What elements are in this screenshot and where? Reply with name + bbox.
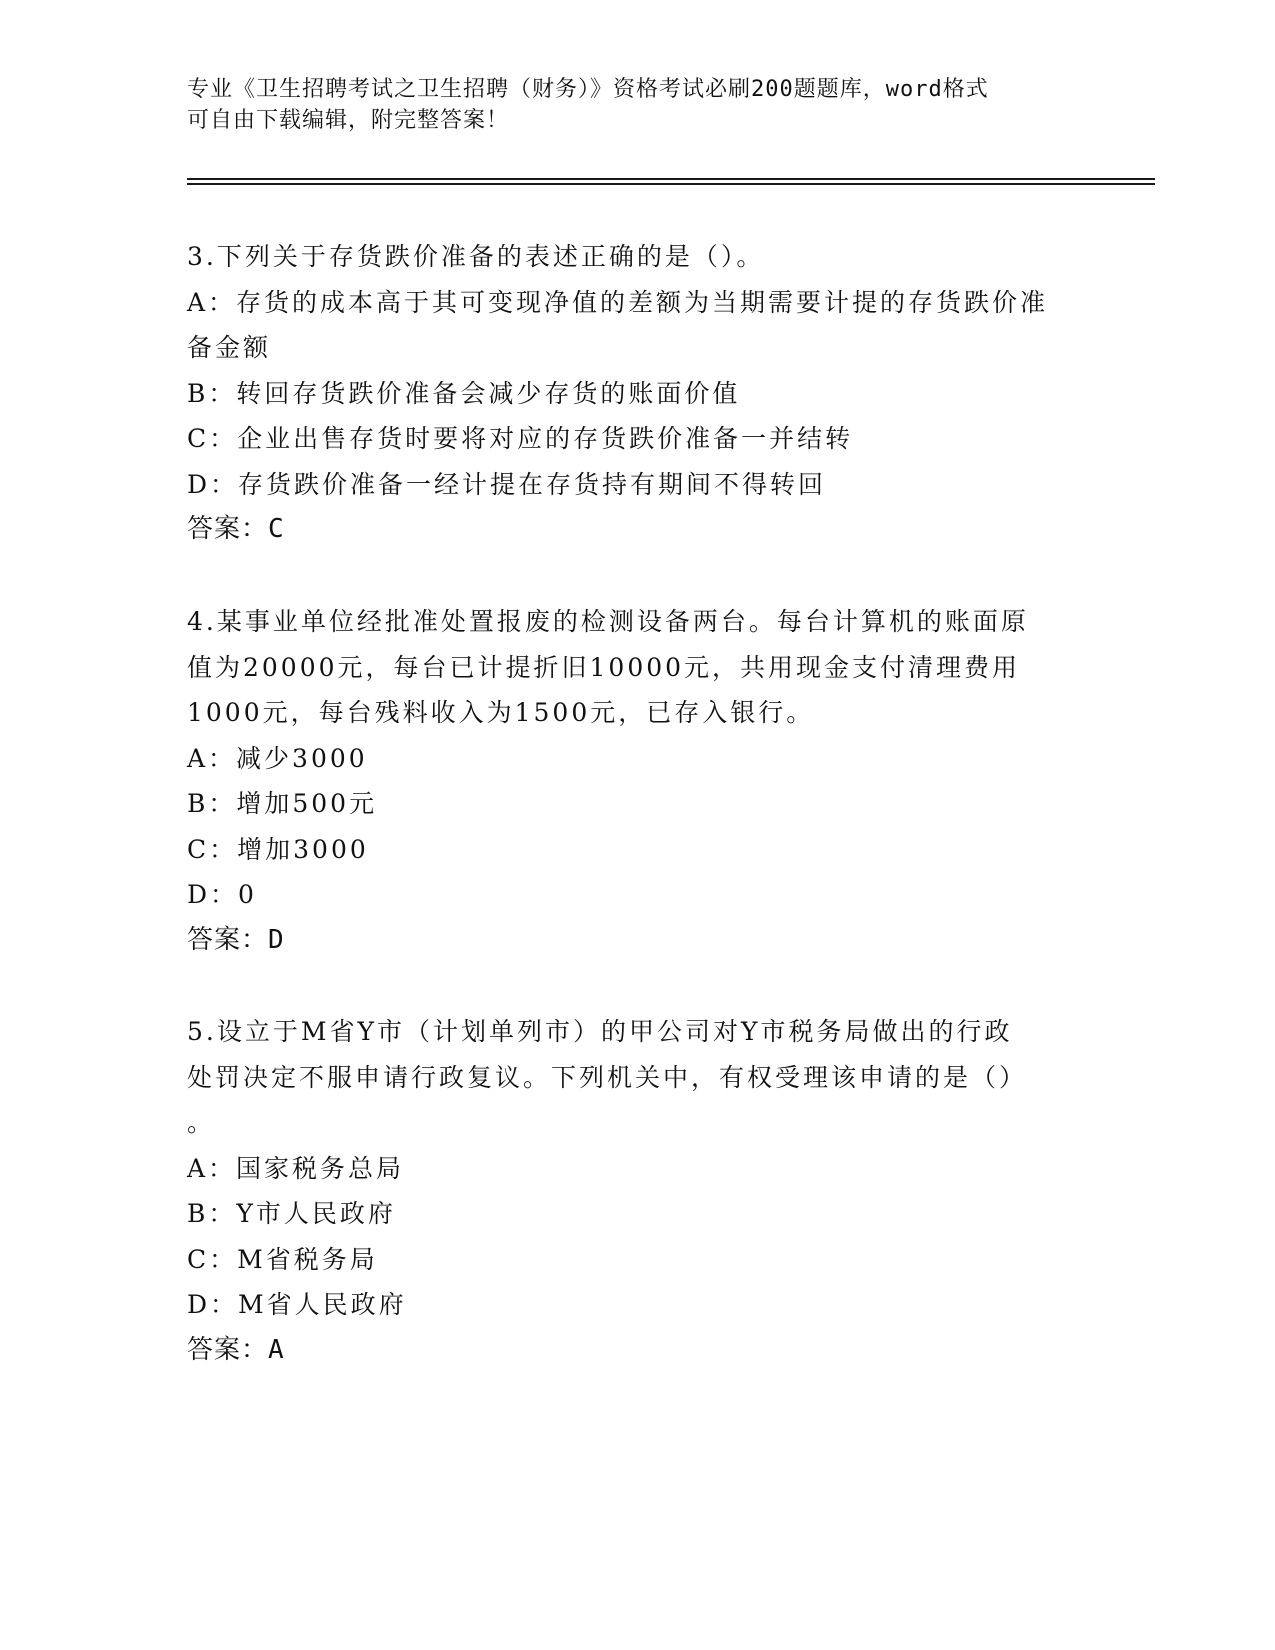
header-divider xyxy=(187,178,1155,180)
option-b: B：转回存货跌价准备会减少存货的账面价值 xyxy=(187,378,741,408)
option-a: A：减少3000 xyxy=(187,743,368,773)
question-5 xyxy=(187,1009,1067,1373)
question-3 xyxy=(187,234,1067,553)
option-c: C：企业出售存货时要将对应的存货跌价准备一并结转 xyxy=(187,424,854,453)
header-line: 专业《卫生招聘考试之卫生招聘（财务）》资格考试必刷200题题库，word格式 xyxy=(187,77,989,102)
question-stem: 1000元，每台残料收入为1500元，已存入银行。 xyxy=(187,698,815,727)
option-b: B：增加500元 xyxy=(187,789,378,818)
question-4 xyxy=(187,599,1067,963)
answer: 答案：D xyxy=(187,924,285,955)
option-c: C：M省税务局 xyxy=(187,1244,378,1274)
document-header xyxy=(187,74,1087,136)
option-d: D：存货跌价准备一经计提在存货持有期间不得转回 xyxy=(187,469,827,499)
option-d: D：0 xyxy=(187,880,257,909)
question-stem: 4.某事业单位经批准处置报废的检测设备两台。每台计算机的账面原 xyxy=(187,607,1029,636)
question-stem: 5.设立于M省Y市（计划单列市）的甲公司对Y市税务局做出的行政 xyxy=(187,1017,1013,1046)
option-d: D：M省人民政府 xyxy=(187,1290,407,1319)
header-line: 可自由下载编辑，附完整答案！ xyxy=(187,108,510,133)
option-c: C：增加3000 xyxy=(187,834,369,864)
answer: 答案：C xyxy=(187,514,285,544)
option-a: A：存货的成本高于其可变现净值的差额为当期需要计提的存货跌价准 xyxy=(187,287,1049,317)
option-b: B：Y市人民政府 xyxy=(187,1199,396,1228)
question-stem: 值为20000元，每台已计提折旧10000元，共用现金支付清理费用 xyxy=(187,652,1021,682)
question-stem: 。 xyxy=(187,1108,216,1137)
question-stem: 3.下列关于存货跌价准备的表述正确的是（）。 xyxy=(187,242,765,271)
header-divider xyxy=(187,183,1155,185)
answer: 答案：A xyxy=(187,1334,285,1365)
question-stem: 处罚决定不服申请行政复议。下列机关中，有权受理该申请的是（） xyxy=(187,1062,1028,1092)
option-a-continued: 备金额 xyxy=(187,333,272,362)
option-a: A：国家税务总局 xyxy=(187,1153,405,1183)
